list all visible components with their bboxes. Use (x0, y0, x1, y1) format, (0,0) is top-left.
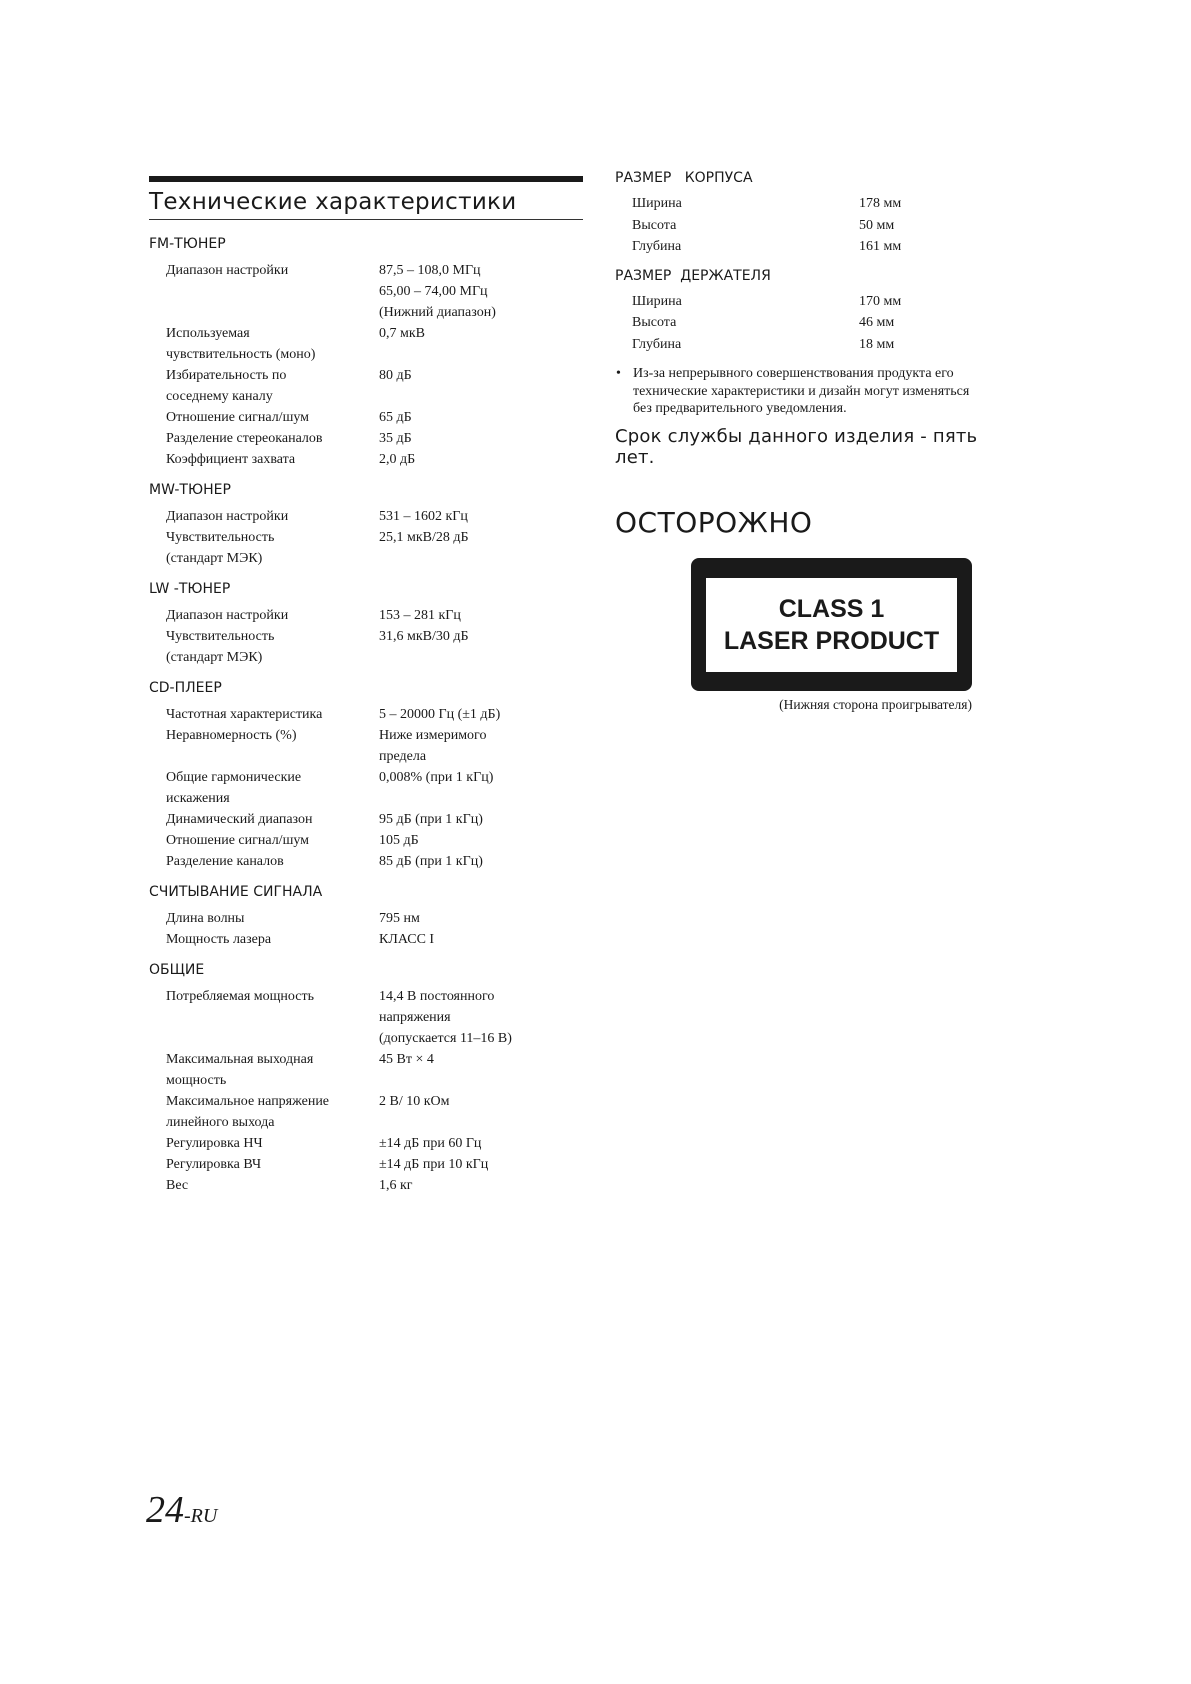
spec-label (149, 365, 379, 407)
spec-row (149, 1175, 583, 1196)
spec-label-line: мощность (166, 1073, 227, 1088)
spec-value (379, 1175, 583, 1196)
section-heading: FM-ТЮНЕР (149, 236, 226, 252)
spec-label-line: Вес (166, 1178, 189, 1193)
caution-heading: ОСТОРОЖНО (615, 505, 813, 539)
spec-value (379, 260, 583, 323)
spec-value-line: 2,0 дБ (379, 452, 416, 467)
specifications-column (149, 176, 583, 1196)
spec-label (149, 1049, 379, 1091)
dimension-row (615, 215, 1015, 237)
spec-value-line: 85 дБ (при 1 кГц) (379, 854, 483, 869)
spec-label-line: Чувствительность (166, 530, 275, 545)
spec-row (149, 1154, 583, 1175)
spec-value-line: 65,00 – 74,00 МГц (379, 284, 488, 299)
spec-label (149, 605, 379, 626)
spec-value-line: 35 дБ (379, 431, 412, 446)
spec-row (149, 428, 583, 449)
spec-value (379, 1049, 583, 1091)
spec-label-line: Коэффициент захвата (166, 452, 296, 467)
spec-label-line: Максимальное напряжение (166, 1094, 330, 1109)
spec-label (149, 704, 379, 725)
section-heading: СЧИТЫВАНИЕ СИГНАЛА (149, 884, 323, 900)
spec-row (149, 830, 583, 851)
spec-row (149, 506, 583, 527)
spec-value-line: (допускается 11–16 В) (379, 1031, 512, 1046)
spec-label (149, 1133, 379, 1154)
spec-value-line: предела (379, 749, 427, 764)
spec-value (379, 1154, 583, 1175)
service-life: Срок службы данного изделия - пять лет. (615, 425, 978, 468)
dimension-value: 161 мм (859, 239, 902, 254)
dimension-label: Ширина (632, 196, 682, 211)
improvement-note (615, 365, 1015, 418)
dimensions-column (615, 170, 1015, 539)
spec-value (379, 1133, 583, 1154)
spec-label-line: линейного выхода (166, 1115, 275, 1130)
spec-label-line: Длина волны (166, 911, 245, 926)
spec-label (149, 323, 379, 365)
spec-value (379, 809, 583, 830)
spec-label-line: Диапазон настройки (166, 263, 289, 278)
spec-label-line: Неравномерность (%) (166, 728, 297, 743)
spec-label (149, 260, 379, 323)
spec-label (149, 527, 379, 569)
spec-label (149, 908, 379, 929)
spec-label-line: Общие гармонические (166, 770, 302, 785)
spec-value-line: 2 В/ 10 кОм (379, 1094, 450, 1109)
spec-label-line: Используемая (166, 326, 250, 341)
spec-value (379, 449, 583, 470)
dimension-row (615, 312, 1015, 334)
spec-row (149, 323, 583, 365)
spec-label-line: Потребляемая мощность (166, 989, 314, 1004)
spec-label-line: (стандарт МЭК) (166, 551, 263, 566)
spec-label-line: Разделение каналов (166, 854, 284, 869)
dimension-value: 18 мм (859, 336, 895, 352)
spec-value (379, 704, 583, 725)
spec-label-line: соседнему каналу (166, 389, 273, 404)
dimension-value: 178 мм (859, 196, 902, 211)
spec-row (149, 767, 583, 809)
spec-value-line: 795 нм (379, 911, 420, 926)
spec-label-line: Избирательность по (166, 368, 287, 383)
page-number-suffix: -RU (184, 1505, 218, 1527)
dimension-row (615, 193, 1015, 215)
note-bullet: • (616, 366, 621, 381)
section-heading: ОБЩИЕ (149, 962, 205, 978)
spec-row (149, 527, 583, 569)
spec-value (379, 605, 583, 626)
dimension-row (615, 334, 1015, 356)
spec-value (379, 830, 583, 851)
spec-label (149, 1175, 379, 1196)
spec-value-line: 65 дБ (379, 410, 412, 425)
spec-value-line: 31,6 мкВ/30 дБ (379, 629, 469, 644)
spec-value-line: Ниже измеримого (379, 728, 487, 743)
spec-label-line: Отношение сигнал/шум (166, 833, 310, 848)
spec-row (149, 407, 583, 428)
spec-label (149, 851, 379, 872)
section-heading: РАЗМЕР КОРПУСА (615, 170, 753, 186)
spec-label-line: Диапазон настройки (166, 509, 289, 524)
dimension-label: Глубина (632, 336, 682, 352)
dimension-label: Ширина (632, 293, 682, 309)
dimension-value: 50 мм (859, 217, 895, 233)
spec-label-line: искажения (166, 791, 230, 806)
spec-label (149, 1091, 379, 1133)
spec-value (379, 506, 583, 527)
spec-label-line: Отношение сигнал/шум (166, 410, 310, 425)
spec-value (379, 986, 583, 1049)
spec-label-line: Динамический диапазон (166, 812, 313, 827)
spec-value (379, 767, 583, 809)
spec-row (149, 1091, 583, 1133)
spec-sections (149, 236, 583, 1196)
dimension-value: 170 мм (859, 293, 902, 309)
spec-row (149, 365, 583, 407)
laser-label-caption: (Нижняя сторона проигрывателя) (779, 697, 972, 712)
spec-value (379, 428, 583, 449)
spec-value-line: 87,5 – 108,0 МГц (379, 263, 481, 278)
spec-value-line: 105 дБ (379, 833, 419, 848)
spec-value-line: (Нижний диапазон) (379, 305, 496, 320)
laser-product-text: LASER PRODUCT (723, 627, 940, 655)
page-title: Технические характеристики (149, 182, 583, 220)
spec-value-line: 1,6 кг (379, 1178, 413, 1193)
spec-row (149, 725, 583, 767)
spec-label-line: Регулировка ВЧ (166, 1157, 262, 1172)
spec-value-line: 14,4 В постоянного (379, 989, 495, 1004)
spec-row (149, 809, 583, 830)
note-text (633, 365, 969, 418)
dimension-label: Высота (632, 315, 677, 330)
spec-label-line: Диапазон настройки (166, 608, 289, 623)
spec-label (149, 626, 379, 668)
spec-label (149, 929, 379, 950)
spec-value (379, 527, 583, 569)
spec-row (149, 851, 583, 872)
spec-label (149, 986, 379, 1049)
spec-value-line: напряжения (379, 1010, 451, 1025)
spec-value-line: 153 – 281 кГц (379, 608, 461, 623)
spec-value-line: 0,008% (при 1 кГц) (379, 770, 494, 785)
spec-value (379, 908, 583, 929)
spec-row (149, 908, 583, 929)
dimension-row (615, 291, 1015, 313)
spec-value (379, 1091, 583, 1133)
spec-label-line: Разделение стереоканалов (166, 431, 323, 446)
spec-value-line: КЛАСС I (379, 932, 435, 947)
spec-value-line: 0,7 мкВ (379, 326, 425, 341)
dimension-label: Глубина (632, 239, 682, 254)
spec-value-line: 95 дБ (при 1 кГц) (379, 812, 483, 827)
note-line: технические характеристики и дизайн могут изменяться (633, 383, 970, 399)
page-number (146, 1488, 217, 1532)
spec-row (149, 605, 583, 626)
spec-label-line: Частотная характеристика (166, 707, 323, 722)
spec-label-line: Чувствительность (166, 629, 275, 644)
spec-label (149, 506, 379, 527)
laser-class-text: CLASS 1 (778, 595, 885, 623)
spec-row (149, 929, 583, 950)
spec-value-line: 531 – 1602 кГц (379, 509, 468, 524)
spec-label (149, 767, 379, 809)
spec-value (379, 725, 583, 767)
spec-row (149, 260, 583, 323)
section-heading: РАЗМЕР ДЕРЖАТЕЛЯ (615, 267, 771, 284)
spec-value-line: 25,1 мкВ/28 дБ (379, 530, 469, 545)
spec-label-line: Мощность лазера (166, 932, 272, 947)
spec-label (149, 830, 379, 851)
spec-value (379, 407, 583, 428)
note-line: Из-за непрерывного совершенствования продукта его (633, 366, 954, 381)
spec-value (379, 323, 583, 365)
spec-label (149, 725, 379, 767)
spec-value (379, 929, 583, 950)
spec-label (149, 1154, 379, 1175)
spec-label (149, 449, 379, 470)
spec-label (149, 809, 379, 830)
spec-row (149, 704, 583, 725)
dimension-value: 46 мм (859, 315, 895, 330)
laser-class-label (691, 558, 972, 691)
spec-value-line: 5 – 20000 Гц (±1 дБ) (379, 707, 501, 722)
spec-label-line: чувствительность (моно) (166, 347, 316, 362)
dimension-label: Высота (632, 217, 677, 233)
spec-row (149, 626, 583, 668)
spec-value (379, 626, 583, 668)
spec-row (149, 1049, 583, 1091)
dimension-sections (615, 170, 1015, 355)
laser-label-inner (706, 578, 957, 672)
page-number-value: 24 (146, 1489, 184, 1531)
spec-value-line: 45 Вт × 4 (379, 1052, 434, 1067)
note-line: без предварительного уведомления. (633, 401, 847, 416)
spec-label-line: Регулировка НЧ (166, 1136, 263, 1151)
section-heading: CD-ПЛЕЕР (149, 680, 222, 696)
spec-row (149, 449, 583, 470)
spec-value-line: ±14 дБ при 10 кГц (379, 1157, 489, 1172)
spec-value-line: 80 дБ (379, 368, 412, 383)
spec-row (149, 986, 583, 1049)
dimension-row (615, 236, 1015, 258)
section-heading: LW -ТЮНЕР (149, 581, 231, 597)
spec-label-line: Максимальная выходная (166, 1052, 314, 1067)
spec-label (149, 428, 379, 449)
spec-value (379, 365, 583, 407)
spec-value-line: ±14 дБ при 60 Гц (379, 1136, 482, 1151)
spec-value (379, 851, 583, 872)
spec-label-line: (стандарт МЭК) (166, 650, 263, 665)
spec-label (149, 407, 379, 428)
section-heading: MW-ТЮНЕР (149, 482, 231, 498)
spec-row (149, 1133, 583, 1154)
